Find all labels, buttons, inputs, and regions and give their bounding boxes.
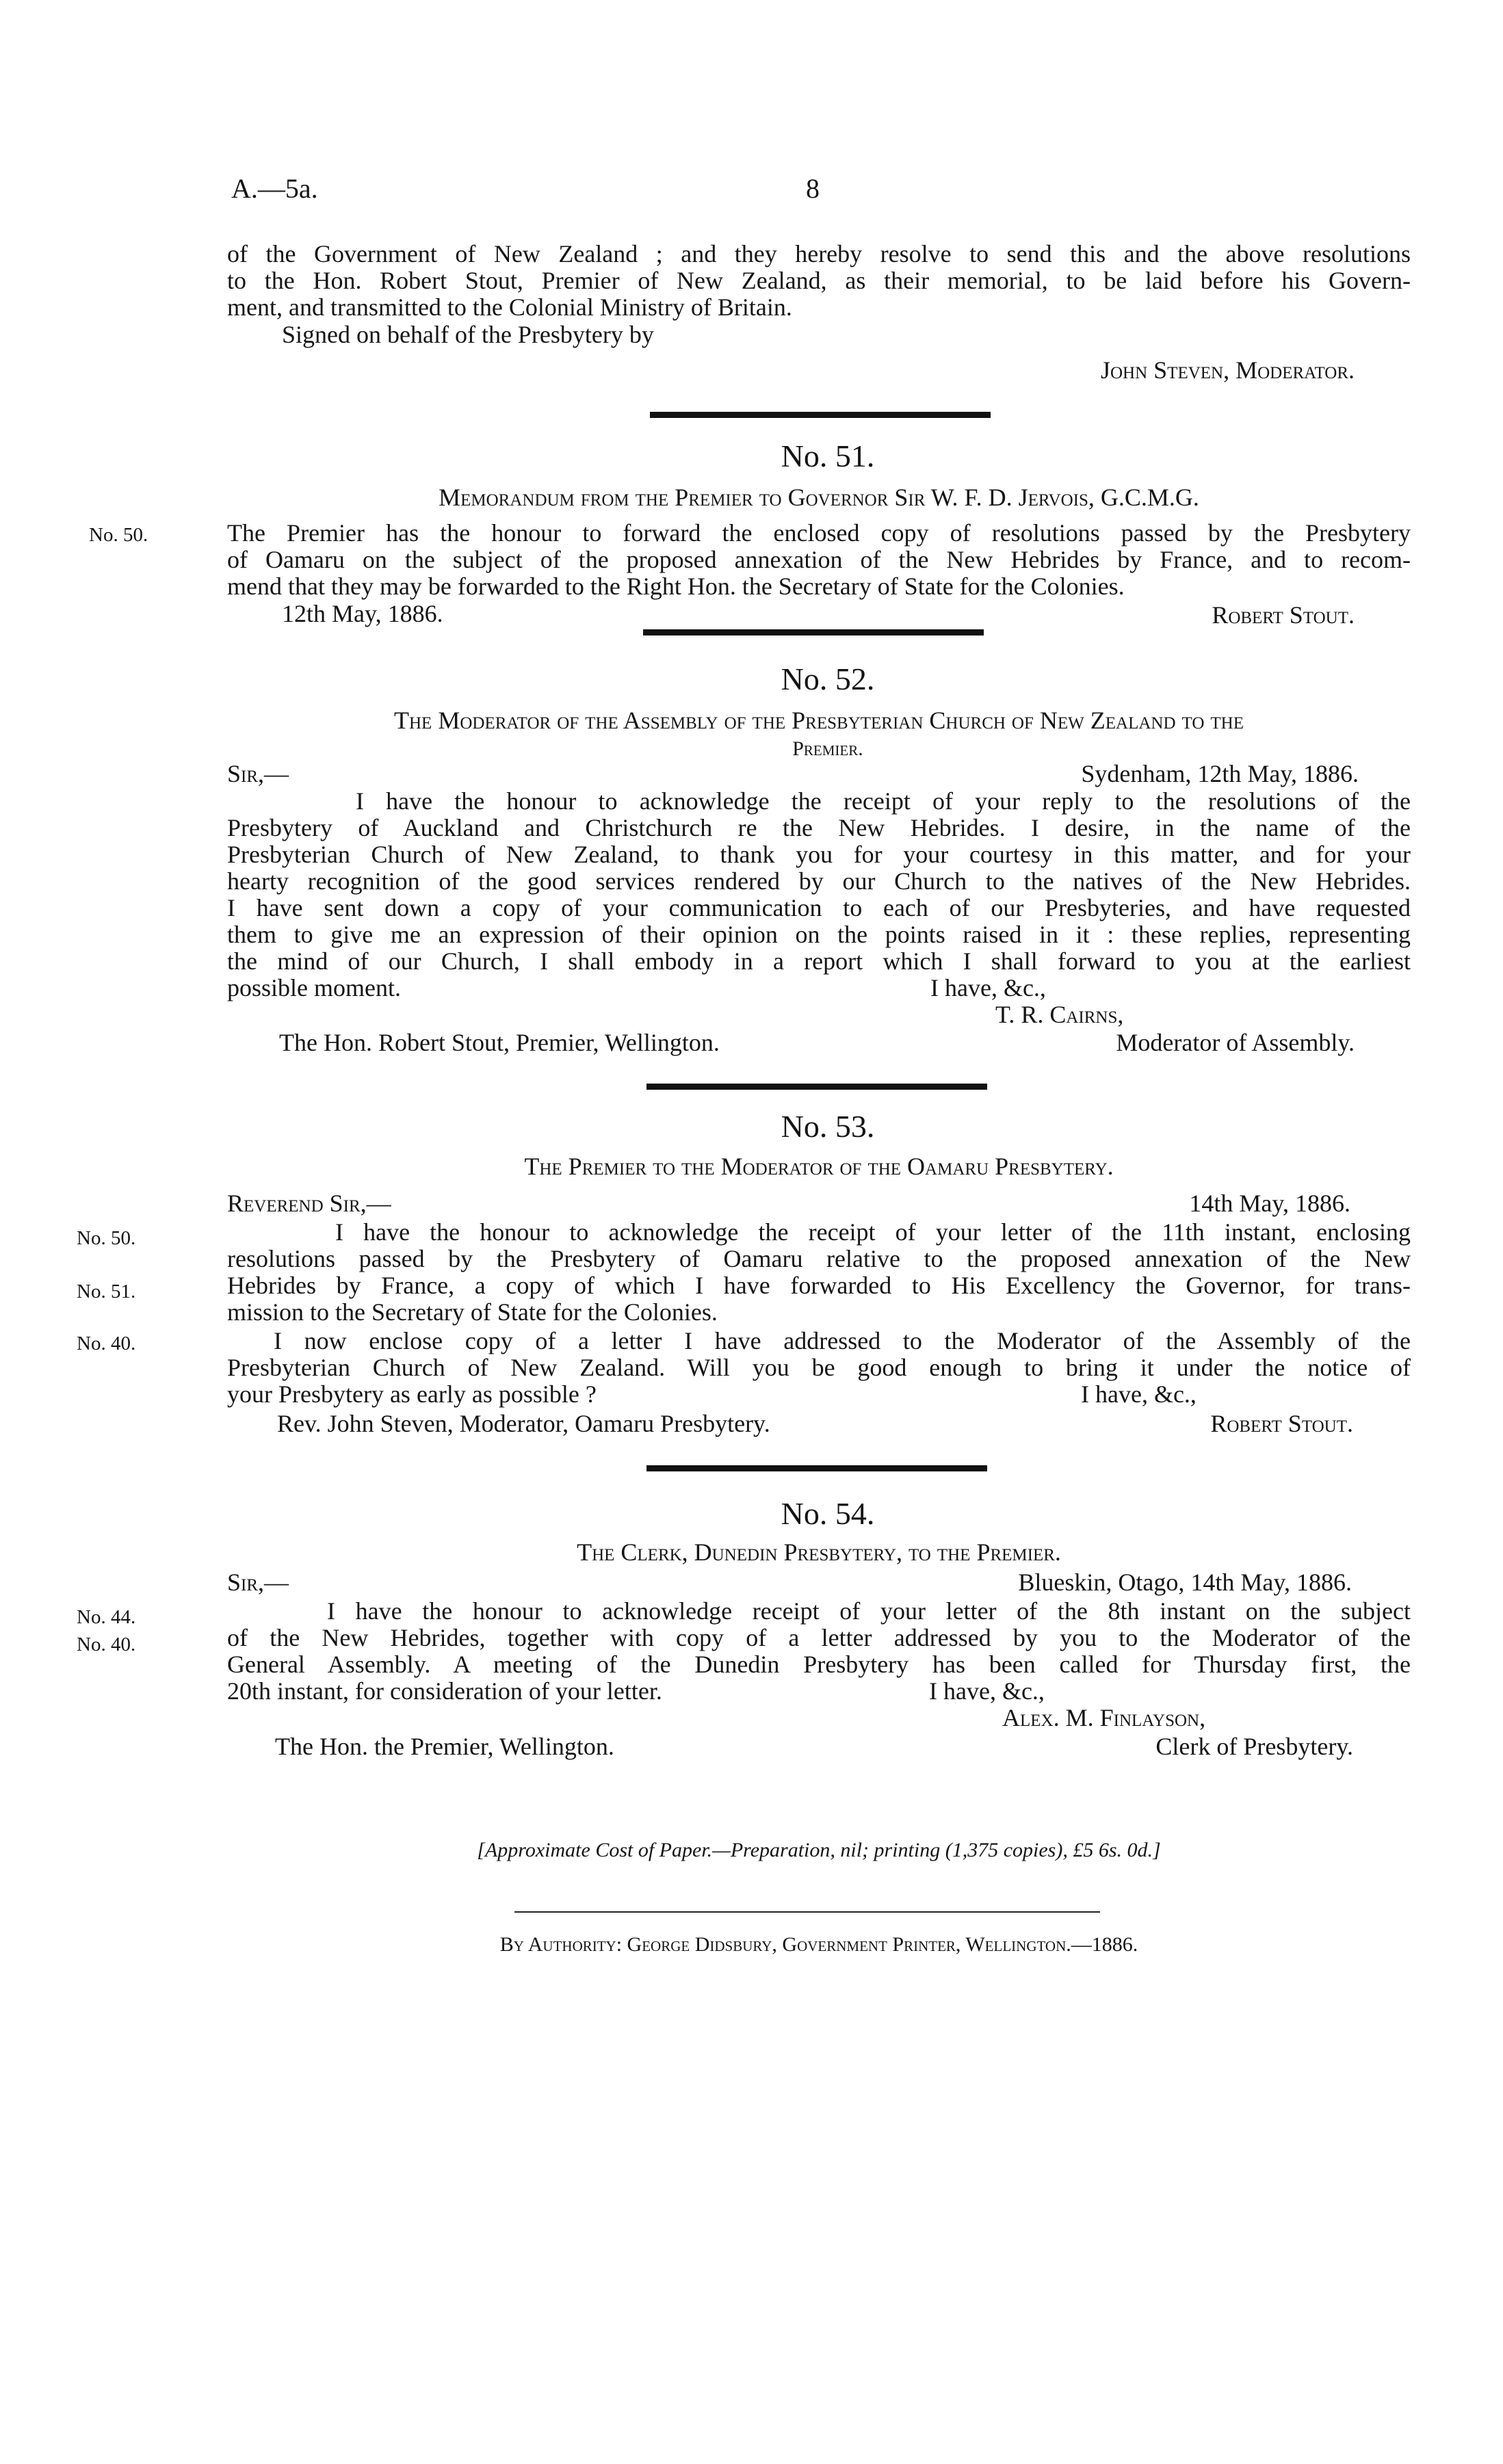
margin-ref-54-a: No. 44. — [77, 1606, 136, 1628]
section-52-closing: I have, &c., — [930, 974, 1046, 1001]
section-54-addressee: The Hon. the Premier, Wellington. — [275, 1733, 614, 1760]
section-53-line-2: resolutions passed by the Presbytery of Oamaru relative to the proposed annexation of the New — [227, 1245, 1411, 1272]
section-53-line-4: mission to the Secretary of State for the Colonies. — [227, 1298, 718, 1326]
section-53-signature: Robert Stout. — [1210, 1410, 1353, 1437]
intro-line-1: of the Government of New Zealand ; and they hereby resolve to send this and the above resolutions — [227, 240, 1411, 267]
margin-ref-51: No. 50. — [89, 524, 148, 546]
section-54-line-2: of the New Hebrides, together with copy of a letter addressed by you to the Moderator of the — [227, 1624, 1411, 1651]
section-52-line-4: hearty recognition of the good services rendered by our Church to the natives of the New Hebrides. — [227, 867, 1411, 895]
section-title-52-line-2: Premier. — [792, 737, 863, 760]
section-rule — [650, 412, 991, 418]
cost-of-paper-note: [Approximate Cost of Paper.—Preparation, nil; printing (1,375 copies), £5 6s. 0d.] — [477, 1839, 1161, 1861]
section-52-line-2: Presbytery of Auckland and Christchurch re the New Hebrides. I desire, in the name of the — [227, 814, 1411, 841]
section-53-line-6: Presbyterian Church of New Zealand. Will you be good enough to bring it under the notice of — [227, 1354, 1411, 1381]
margin-ref-54-b: No. 40. — [77, 1634, 136, 1655]
section-rule — [646, 1084, 987, 1090]
intro-signed: Signed on behalf of the Presbytery by — [282, 321, 654, 348]
printer-authority: By Authority: George Didsbury, Government Printer, Wellington.—1886. — [499, 1933, 1138, 1956]
section-54-place-date: Blueskin, Otago, 14th May, 1886. — [1018, 1569, 1352, 1596]
intro-signatory: John Steven, Moderator. — [1100, 356, 1355, 384]
section-number-51: No. 51. — [781, 438, 875, 473]
section-title-51: Memorandum from the Premier to Governor Sir W. F. D. Jervois, G.C.M.G. — [439, 484, 1199, 511]
section-53-line-3: Hebrides by France, a copy of which I have forwarded to His Excellency the Governor, for trans- — [227, 1272, 1411, 1299]
section-52-addressee: The Hon. Robert Stout, Premier, Wellington. — [279, 1029, 720, 1056]
section-54-last-line: 20th instant, for consideration of your letter. — [227, 1677, 662, 1705]
section-52-line-1: I have the honour to acknowledge the receipt of your reply to the resolutions of the — [356, 787, 1411, 815]
section-53-addressee: Rev. John Steven, Moderator, Oamaru Presbytery. — [277, 1410, 770, 1437]
section-52-salutation: Sir,— — [227, 760, 289, 787]
section-53-last-line: your Presbytery as early as possible ? — [227, 1380, 597, 1408]
section-number-54: No. 54. — [781, 1496, 875, 1531]
section-title-52-line-1: The Moderator of the Assembly of the Presbyterian Church of New Zealand to the — [394, 707, 1244, 734]
section-54-closing: I have, &c., — [929, 1677, 1045, 1705]
section-rule — [646, 1465, 987, 1471]
margin-ref-53-c: No. 40. — [77, 1333, 136, 1354]
section-52-signer: T. R. Cairns, — [995, 1001, 1124, 1028]
section-52-place-date: Sydenham, 12th May, 1886. — [1081, 760, 1359, 787]
section-rule — [643, 629, 984, 635]
margin-ref-53-a: No. 50. — [77, 1227, 136, 1249]
section-53-line-5: I now enclose copy of a letter I have addressed to the Moderator of the Assembly of the — [274, 1327, 1411, 1354]
section-51-line-2: of Oamaru on the subject of the proposed annexation of the New Hebrides by France, and to recom- — [227, 546, 1411, 573]
section-53-date: 14th May, 1886. — [1189, 1190, 1350, 1217]
section-52-line-7: the mind of our Church, I shall embody in a report which I shall forward to you at the earliest — [227, 947, 1411, 975]
document-code: A.—5a. — [231, 173, 318, 204]
section-54-signer-title: Clerk of Presbytery. — [1155, 1733, 1353, 1760]
section-number-53: No. 53. — [781, 1109, 875, 1144]
section-52-line-6: them to give me an expression of their opinion on the points raised in it : these replies, representing — [227, 921, 1411, 948]
section-51-signature: Robert Stout. — [1212, 601, 1355, 629]
section-52-line-3: Presbyterian Church of New Zealand, to thank you for your courtesy in this matter, and for your — [227, 841, 1411, 868]
section-title-54: The Clerk, Dunedin Presbytery, to the Premier. — [577, 1538, 1061, 1566]
section-52-last-line: possible moment. — [227, 974, 401, 1001]
section-52-line-5: I have sent down a copy of your communication to each of our Presbyteries, and have requested — [227, 894, 1411, 921]
intro-line-3: ment, and transmitted to the Colonial Ministry of Britain. — [227, 293, 792, 321]
footer-rule — [514, 1911, 1100, 1913]
page-number: 8 — [806, 173, 820, 204]
section-54-line-3: General Assembly. A meeting of the Dunedin Presbytery has been called for Thursday first, the — [227, 1651, 1411, 1678]
section-53-line-1: I have the honour to acknowledge the receipt of your letter of the 11th instant, enclosing — [335, 1218, 1411, 1246]
section-53-salutation: Reverend Sir,— — [227, 1190, 391, 1217]
section-53-closing: I have, &c., — [1081, 1380, 1197, 1408]
section-51-line-3: mend that they may be forwarded to the Right Hon. the Secretary of State for the Colonies. — [227, 573, 1125, 600]
section-54-signer: Alex. M. Finlayson, — [1002, 1704, 1206, 1731]
section-51-line-1: The Premier has the honour to forward the enclosed copy of resolutions passed by the Presbytery — [227, 519, 1411, 547]
section-54-salutation: Sir,— — [227, 1569, 289, 1596]
section-52-signer-title: Moderator of Assembly. — [1116, 1029, 1355, 1056]
section-title-53: The Premier to the Moderator of the Oamaru Presbytery. — [524, 1153, 1114, 1180]
section-54-line-1: I have the honour to acknowledge receipt of your letter of the 8th instant on the subject — [327, 1597, 1411, 1625]
margin-ref-53-b: No. 51. — [77, 1281, 136, 1302]
section-number-52: No. 52. — [781, 661, 875, 696]
section-51-date: 12th May, 1886. — [282, 600, 443, 627]
intro-line-2: to the Hon. Robert Stout, Premier of New Zealand, as their memorial, to be laid before his Govern- — [227, 267, 1411, 294]
